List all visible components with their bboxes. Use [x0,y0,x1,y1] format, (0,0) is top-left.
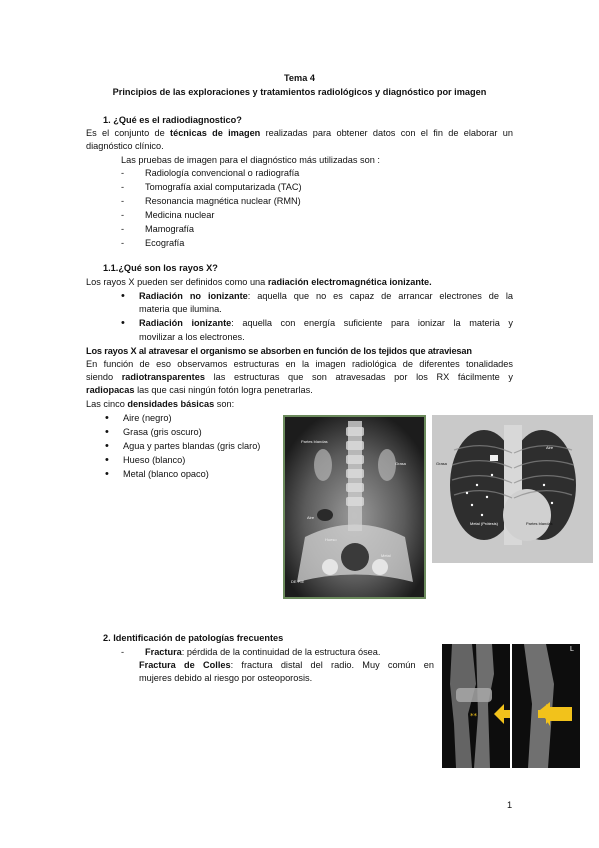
bullet-ionizing-line2: movilizar a los electrones. [139,332,245,342]
list-item: - Resonancia magnética nuclear (RMN) [121,196,301,206]
bullet-non-ionizing: • Radiación no ionizante: aquella que no es capaz de arrancar electrones de la [121,290,513,302]
wrist-xray-image [442,644,580,768]
section-1-paragraph-line2: diagnóstico clínico. [86,141,164,151]
list-item: • Metal (blanco opaco) [105,468,209,480]
densities-intro: Las cinco densidades básicas son: [86,399,235,409]
abdomen-label-metal: Metal [381,553,391,558]
section-1-paragraph: Es el conjunto de técnicas de imagen realizadas para obtener datos con el fin de elaborar un [86,128,513,138]
chest-xray-image [432,415,593,563]
list-item: • Agua y partes blandas (gris claro) [105,440,261,452]
bullet-non-ionizing-line2: materia que ilumina. [139,304,222,314]
chest-label-partes-blandas: Partes blandas [526,521,553,526]
bold-statement: Los rayos X al atravesar el organismo se absorben en función de los tejidos que atraviesan [86,346,472,356]
xray-definition: Los rayos X pueden ser definidos como una radiación electromagnética ionizante. [86,277,432,287]
list-item: - Radiología convencional o radiografía [121,168,300,178]
list-item: - Mamografía [121,224,195,234]
imaging-tests-intro: Las pruebas de imagen para el diagnóstico más utilizadas son : [121,155,380,165]
list-item: - Medicina nuclear [121,210,215,220]
fracture-item: - Fractura: pérdida de la continuidad de la estructura ósea. [121,647,381,657]
list-item: - Tomografía axial computarizada (TAC) [121,182,302,192]
list-item: • Hueso (blanco) [105,454,186,466]
section-2-heading: 2. Identificación de patologías frecuentes [103,633,284,643]
abdomen-label-aire: Aire [307,515,315,520]
tonality-paragraph-line1: En función de eso observamos estructuras en la imagen radiológica de diferentes tonalidades [86,359,513,369]
chest-label-aire: Aire [546,445,554,450]
wrist-xray-corner-label: L [570,646,574,653]
page-subtitle: Principios de las exploraciones y tratamientos radiológicos y diagnóstico por imagen [112,87,487,97]
colles-fracture-line2: mujeres debido al riesgo por osteoporosis. [139,673,313,683]
list-item: • Grasa (gris oscuro) [105,426,202,438]
section-1-heading: 1. ¿Qué es el radiodiagnostico? [103,115,242,125]
abdomen-corner-label: DE PIE [291,579,305,584]
page-number: 1 [507,800,513,810]
abdominal-xray-image [283,415,426,599]
svg-text:**: ** [470,712,477,720]
list-item: - Ecografía [121,238,185,248]
abdomen-label-partes-blandas: Partes blandas [301,439,328,444]
list-item: • Aire (negro) [105,412,172,424]
tonality-paragraph-line2: siendo radiotransparentes las estructuras que son atravesadas por los RX fácilmente y [86,372,513,382]
abdomen-label-hueso: Hueso [325,537,337,542]
section-1-1-heading: 1.1.¿Qué son los rayos X? [103,263,218,273]
bullet-ionizing: • Radiación ionizante: aquella con energía suficiente para ionizar la materia y [121,317,513,329]
chest-label-metal: Metal (Prótesis) [470,521,499,526]
tonality-paragraph-line3: radiopacas las que casi ningún fotón logra penetrarlas. [86,385,313,395]
page-title: Tema 4 [284,73,315,83]
abdomen-label-grasa: Grasa [395,461,406,466]
imaging-tests-list [121,167,302,249]
chest-label-grasa: Grasa [436,461,447,466]
densities-list [105,412,260,480]
colles-fracture-item: Fractura de Colles: fractura distal del radio. Muy común en [139,660,434,670]
